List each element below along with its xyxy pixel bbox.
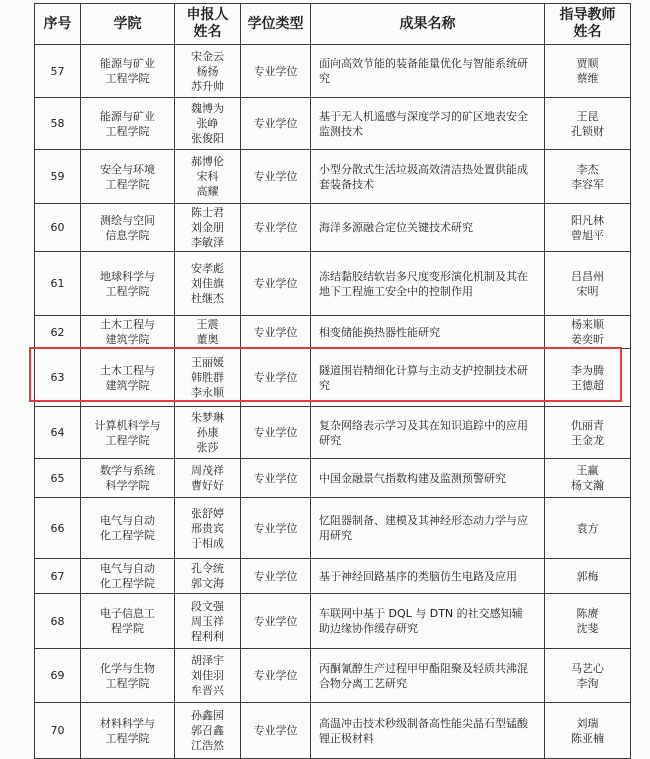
title-cell: 海洋多源融合定位关键技术研究 xyxy=(311,204,545,252)
table-row xyxy=(35,252,631,316)
advisors-line: 沈斐 xyxy=(576,622,599,635)
advisor-cell xyxy=(545,45,631,98)
advisor-cell xyxy=(545,316,631,349)
title-cell: 中国金融景气指数构建及监测预警研究 xyxy=(311,459,545,498)
applicants-line: 张舒婷 xyxy=(191,506,224,520)
applicants-line: 刘佳羽 xyxy=(191,669,224,682)
college-line: 工程学院 xyxy=(105,72,150,85)
title-cell: 相变储能换热器性能研究 xyxy=(311,316,545,349)
college-cell xyxy=(81,407,175,459)
advisor-cell xyxy=(545,703,631,759)
row-number: 67 xyxy=(35,559,81,594)
table-row xyxy=(35,98,631,150)
applicant-cell xyxy=(175,150,241,204)
college-line: 程学院 xyxy=(111,622,144,635)
advisors-line: 马艺心 xyxy=(571,661,604,675)
advisors-line: 王昆 xyxy=(576,109,599,123)
applicants-line: 于相成 xyxy=(191,536,224,550)
degree-cell: 专业学位 xyxy=(241,349,311,407)
college-line: 建筑学院 xyxy=(105,333,150,346)
college-line: 土木工程与 xyxy=(100,318,155,331)
college-line: 安全与环境 xyxy=(100,162,155,176)
applicants-line: 周玉祥 xyxy=(191,614,224,628)
applicant-cell xyxy=(175,459,241,498)
college-line: 能源与矿业 xyxy=(100,57,155,70)
advisors-line: 姜奕昕 xyxy=(571,333,604,346)
advisors-line: 陈亚楠 xyxy=(571,731,604,745)
table-row xyxy=(35,316,631,349)
college-line: 工程学院 xyxy=(105,433,150,447)
row-number: 64 xyxy=(35,407,81,459)
row-number: 65 xyxy=(35,459,81,498)
applicants-line: 宋科 xyxy=(196,170,219,183)
header-degree: 学位类型 xyxy=(241,4,311,45)
advisors-line: 王德超 xyxy=(571,378,604,392)
table-row xyxy=(35,649,631,703)
advisor-cell xyxy=(545,459,631,498)
advisor-cell xyxy=(545,98,631,150)
advisors-line: 李杰 xyxy=(576,162,599,176)
applicants-line: 郭召鑫 xyxy=(191,724,224,737)
row-number: 70 xyxy=(35,703,81,759)
college-cell xyxy=(81,498,175,559)
table-row xyxy=(35,150,631,204)
row-number: 61 xyxy=(35,252,81,316)
advisors-line: 李洵 xyxy=(576,676,599,690)
applicant-cell xyxy=(175,45,241,98)
applicants-line: 孙鑫园 xyxy=(191,709,224,722)
applicant-cell xyxy=(175,349,241,407)
row-number: 66 xyxy=(35,498,81,559)
advisor-cell xyxy=(545,407,631,459)
applicant-cell xyxy=(175,703,241,759)
degree-cell: 专业学位 xyxy=(241,407,311,459)
applicants-line: 王震 xyxy=(196,318,219,331)
applicants-line: 周茂祥 xyxy=(191,464,224,477)
applicants-line: 王丽媛 xyxy=(191,356,224,369)
college-line: 化工程学院 xyxy=(100,529,155,542)
title-cell: 复杂网络表示学习及其在知识追踪中的应用研究 xyxy=(311,407,545,459)
degree-cell: 专业学位 xyxy=(241,150,311,204)
college-cell xyxy=(81,204,175,252)
college-cell xyxy=(81,316,175,349)
degree-cell: 专业学位 xyxy=(241,498,311,559)
row-number: 69 xyxy=(35,649,81,703)
table-row xyxy=(35,349,631,407)
advisors-line: 孔锁财 xyxy=(571,124,604,138)
college-line: 土木工程与 xyxy=(100,363,155,377)
applicants-line: 刘佳旗 xyxy=(191,277,224,290)
advisors-line: 杨文瀚 xyxy=(571,479,604,492)
college-line: 地球科学与 xyxy=(100,269,155,283)
title-cell: 丙酮氰醇生产过程甲甲酯阻聚及轻质共沸混合物分离工艺研究 xyxy=(311,649,545,703)
advisors-line: 仇丽青 xyxy=(571,418,604,432)
applicants-line: 张峥 xyxy=(196,117,219,130)
applicants-line: 高耀 xyxy=(196,185,219,198)
title-cell: 隧道围岩精细化计算与主动支护控制技术研究 xyxy=(311,349,545,407)
advisors-line: 蔡维 xyxy=(576,72,599,85)
college-cell xyxy=(81,252,175,316)
applicants-line: 李永顺 xyxy=(191,386,224,399)
advisor-cell xyxy=(545,204,631,252)
applicants-line: 苏升帅 xyxy=(191,79,224,93)
advisors-line: 王赢 xyxy=(576,464,599,477)
applicant-cell xyxy=(175,316,241,349)
degree-cell: 专业学位 xyxy=(241,204,311,252)
applicant-cell xyxy=(175,649,241,703)
college-line: 工程学院 xyxy=(105,124,150,138)
table-row xyxy=(35,204,631,252)
advisors-line: 王金龙 xyxy=(571,433,604,447)
applicants-line: 孔令统 xyxy=(191,562,224,575)
college-line: 计算机科学与 xyxy=(94,418,161,432)
college-cell xyxy=(81,594,175,649)
applicants-line: 郝博伦 xyxy=(191,155,224,168)
applicant-cell xyxy=(175,204,241,252)
title-cell: 车联网中基于 DQL 与 DTN 的社交感知辅助边缘协作缓存研究 xyxy=(311,594,545,649)
row-number: 60 xyxy=(35,204,81,252)
college-line: 电气与自动 xyxy=(100,562,155,575)
applicants-line: 韩胜群 xyxy=(191,371,224,384)
applicants-line: 杜继杰 xyxy=(191,292,224,305)
advisor-cell xyxy=(545,252,631,316)
advisor-cell xyxy=(545,349,631,407)
advisors-line: 阳凡林 xyxy=(571,213,604,227)
applicants-line: 程利利 xyxy=(191,629,224,643)
header-row xyxy=(35,4,631,45)
advisor-cell xyxy=(545,150,631,204)
table-row xyxy=(35,45,631,98)
college-cell xyxy=(81,649,175,703)
applicants-line: 董奥 xyxy=(196,333,219,346)
applicants-line: 江浩然 xyxy=(191,739,224,752)
applicants-line: 杨扬 xyxy=(196,64,219,78)
applicants-line: 郭文海 xyxy=(191,577,224,590)
advisors-line: 宋明 xyxy=(576,284,599,298)
college-line: 工程学院 xyxy=(105,284,150,298)
college-line: 工程学院 xyxy=(105,177,150,191)
applicants-line: 张俊阳 xyxy=(191,132,224,145)
advisors-line: 曾旭平 xyxy=(571,228,604,242)
header-advisor: 指导教师 姓名 xyxy=(545,4,631,45)
degree-cell: 专业学位 xyxy=(241,316,311,349)
degree-cell: 专业学位 xyxy=(241,649,311,703)
applicant-cell xyxy=(175,98,241,150)
advisors-line: 杨来顺 xyxy=(571,318,604,331)
title-cell: 基于神经回路基序的类脑仿生电路及应用 xyxy=(311,559,545,594)
advisors-line: 贾顺 xyxy=(576,57,599,70)
degree-cell: 专业学位 xyxy=(241,45,311,98)
college-line: 电气与自动 xyxy=(100,514,155,527)
degree-cell: 专业学位 xyxy=(241,459,311,498)
college-line: 工程学院 xyxy=(105,731,150,745)
applicant-cell xyxy=(175,252,241,316)
header-college: 学院 xyxy=(81,4,175,45)
applicant-cell xyxy=(175,559,241,594)
title-cell: 面向高效节能的装备能量优化与智能系统研究 xyxy=(311,45,545,98)
applicant-cell xyxy=(175,594,241,649)
applicants-line: 孙康 xyxy=(196,426,219,439)
header-applicant: 申报人 姓名 xyxy=(175,4,241,45)
applicants-line: 安孝彪 xyxy=(191,262,224,275)
advisor-cell xyxy=(545,559,631,594)
applicants-line: 牟晋兴 xyxy=(191,684,224,697)
title-cell: 忆阻器制备、建模及其神经形态动力学与应用研究 xyxy=(311,498,545,559)
title-cell: 高温冲击技术秒级制备高性能尖晶石型锰酸锂正极材料 xyxy=(311,703,545,759)
degree-cell: 专业学位 xyxy=(241,252,311,316)
college-cell xyxy=(81,459,175,498)
title-cell: 基于无人机遥感与深度学习的矿区地表安全监测技术 xyxy=(311,98,545,150)
advisor-cell xyxy=(545,649,631,703)
college-line: 能源与矿业 xyxy=(100,109,155,123)
college-line: 数学与系统 xyxy=(100,464,155,477)
degree-cell: 专业学位 xyxy=(241,594,311,649)
advisors-line: 吕昌州 xyxy=(571,269,604,283)
table-row xyxy=(35,594,631,649)
college-line: 电子信息工 xyxy=(100,607,155,620)
college-line: 测绘与空间 xyxy=(100,213,155,227)
applicants-line: 朱梦琳 xyxy=(191,411,224,424)
college-cell xyxy=(81,703,175,759)
college-line: 建筑学院 xyxy=(105,378,150,392)
header-title: 成果名称 xyxy=(311,4,545,45)
applicants-line: 段文强 xyxy=(191,599,224,613)
row-number: 59 xyxy=(35,150,81,204)
applicants-line: 曹好好 xyxy=(191,479,224,492)
header-no: 序号 xyxy=(35,4,81,45)
college-line: 科学学院 xyxy=(105,479,150,492)
applicants-line: 魏博为 xyxy=(191,102,224,115)
row-number: 68 xyxy=(35,594,81,649)
college-cell xyxy=(81,150,175,204)
advisors-line: 刘瑞 xyxy=(576,716,599,730)
applicant-cell xyxy=(175,407,241,459)
degree-cell: 专业学位 xyxy=(241,559,311,594)
title-cell: 冻结黏胶结软岩多尺度变形演化机制及其在地下工程施工安全中的控制作用 xyxy=(311,252,545,316)
applicants-line: 宋金云 xyxy=(191,49,224,63)
row-number: 58 xyxy=(35,98,81,150)
college-line: 工程学院 xyxy=(105,676,150,690)
row-number: 57 xyxy=(35,45,81,98)
advisor-cell xyxy=(545,594,631,649)
college-cell xyxy=(81,98,175,150)
advisors-line: 陈赓 xyxy=(576,607,599,620)
applicants-line: 张莎 xyxy=(196,441,219,454)
applicants-line: 邢贵宾 xyxy=(191,521,224,535)
applicant-cell xyxy=(175,498,241,559)
row-number: 62 xyxy=(35,316,81,349)
applicants-line: 刘金朋 xyxy=(191,221,224,234)
college-line: 信息学院 xyxy=(105,228,150,242)
table-row xyxy=(35,407,631,459)
applicants-line: 胡泽宇 xyxy=(191,654,224,667)
table-row xyxy=(35,459,631,498)
college-line: 材料科学与 xyxy=(100,716,155,730)
applicants-line: 陈士君 xyxy=(191,206,224,219)
college-cell xyxy=(81,559,175,594)
table-row xyxy=(35,559,631,594)
advisors-line: 郭梅 xyxy=(576,569,599,583)
row-number: 63 xyxy=(35,349,81,407)
college-line: 化学与生物 xyxy=(100,661,155,675)
title-cell: 小型分散式生活垃圾高效清洁热处置供能成套装备技术 xyxy=(311,150,545,204)
college-cell xyxy=(81,349,175,407)
advisors-line: 李容军 xyxy=(571,177,604,191)
advisors-line: 袁方 xyxy=(576,521,599,535)
advisor-cell xyxy=(545,498,631,559)
degree-cell: 专业学位 xyxy=(241,703,311,759)
table-row xyxy=(35,498,631,559)
results-table xyxy=(34,3,631,759)
advisors-line: 李为腾 xyxy=(571,363,604,377)
college-cell xyxy=(81,45,175,98)
college-line: 化工程学院 xyxy=(100,577,155,590)
table-row xyxy=(35,703,631,759)
applicants-line: 李敏泽 xyxy=(191,236,224,249)
degree-cell: 专业学位 xyxy=(241,98,311,150)
